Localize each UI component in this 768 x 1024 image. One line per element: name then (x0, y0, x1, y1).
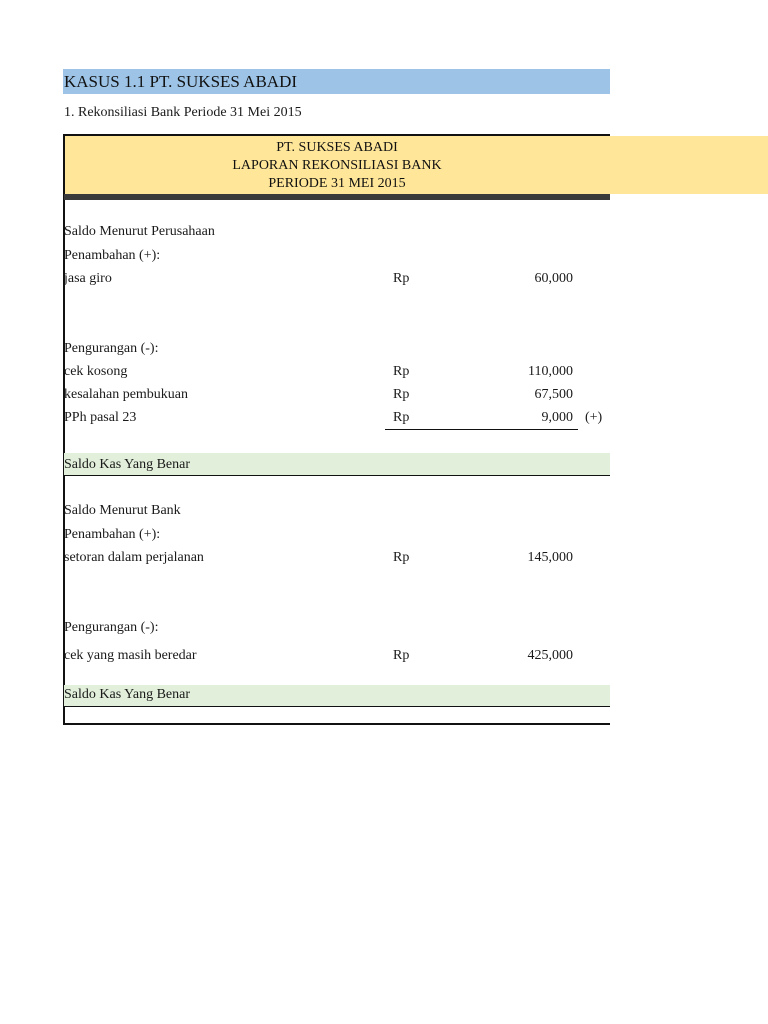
company-deductions-label: Pengurangan (-): (64, 341, 159, 356)
line-item-amount: 145,000 (527, 550, 573, 565)
line-item-label: kesalahan pembukuan (64, 387, 189, 402)
section-subtitle: 1. Rekonsiliasi Bank Periode 31 Mei 2015 (64, 105, 302, 120)
line-item-amount: 110,000 (528, 364, 573, 379)
subtotal-underline (385, 429, 578, 430)
line-item-label: PPh pasal 23 (64, 410, 137, 425)
line-item-label: jasa giro (64, 271, 112, 286)
header-separator (64, 194, 610, 200)
report-period: PERIODE 31 MEI 2015 (268, 176, 406, 191)
line-item-amount: 60,000 (534, 271, 573, 286)
currency-label: Rp (393, 648, 410, 663)
bank-additions-label: Penambahan (+): (64, 527, 161, 542)
currency-label: Rp (393, 387, 410, 402)
company-total-rule (64, 475, 610, 476)
line-item-label: cek yang masih beredar (64, 648, 197, 663)
case-title: KASUS 1.1 PT. SUKSES ABADI (64, 72, 298, 91)
line-item-amount: 9,000 (541, 410, 573, 425)
currency-label: Rp (393, 550, 410, 565)
currency-label: Rp (393, 410, 410, 425)
bank-total-rule (64, 706, 610, 707)
line-item-label: setoran dalam perjalanan (64, 550, 204, 565)
currency-label: Rp (393, 271, 410, 286)
currency-label: Rp (393, 364, 410, 379)
case-title-bar (63, 69, 610, 94)
bank-deductions-label: Pengurangan (-): (64, 620, 159, 635)
sum-marker: (+) (585, 410, 603, 425)
line-item-amount: 425,000 (527, 648, 573, 663)
bank-balance-heading: Saldo Menurut Bank (64, 503, 181, 518)
company-balance-heading: Saldo Menurut Perusahaan (64, 224, 215, 239)
bank-total-label: Saldo Kas Yang Benar (64, 687, 190, 702)
line-item-label: cek kosong (64, 364, 128, 379)
report-company-name: PT. SUKSES ABADI (276, 140, 398, 155)
report-title: LAPORAN REKONSILIASI BANK (232, 158, 442, 173)
line-item-amount: 67,500 (534, 387, 573, 402)
company-total-label: Saldo Kas Yang Benar (64, 457, 190, 472)
company-additions-label: Penambahan (+): (64, 248, 161, 263)
